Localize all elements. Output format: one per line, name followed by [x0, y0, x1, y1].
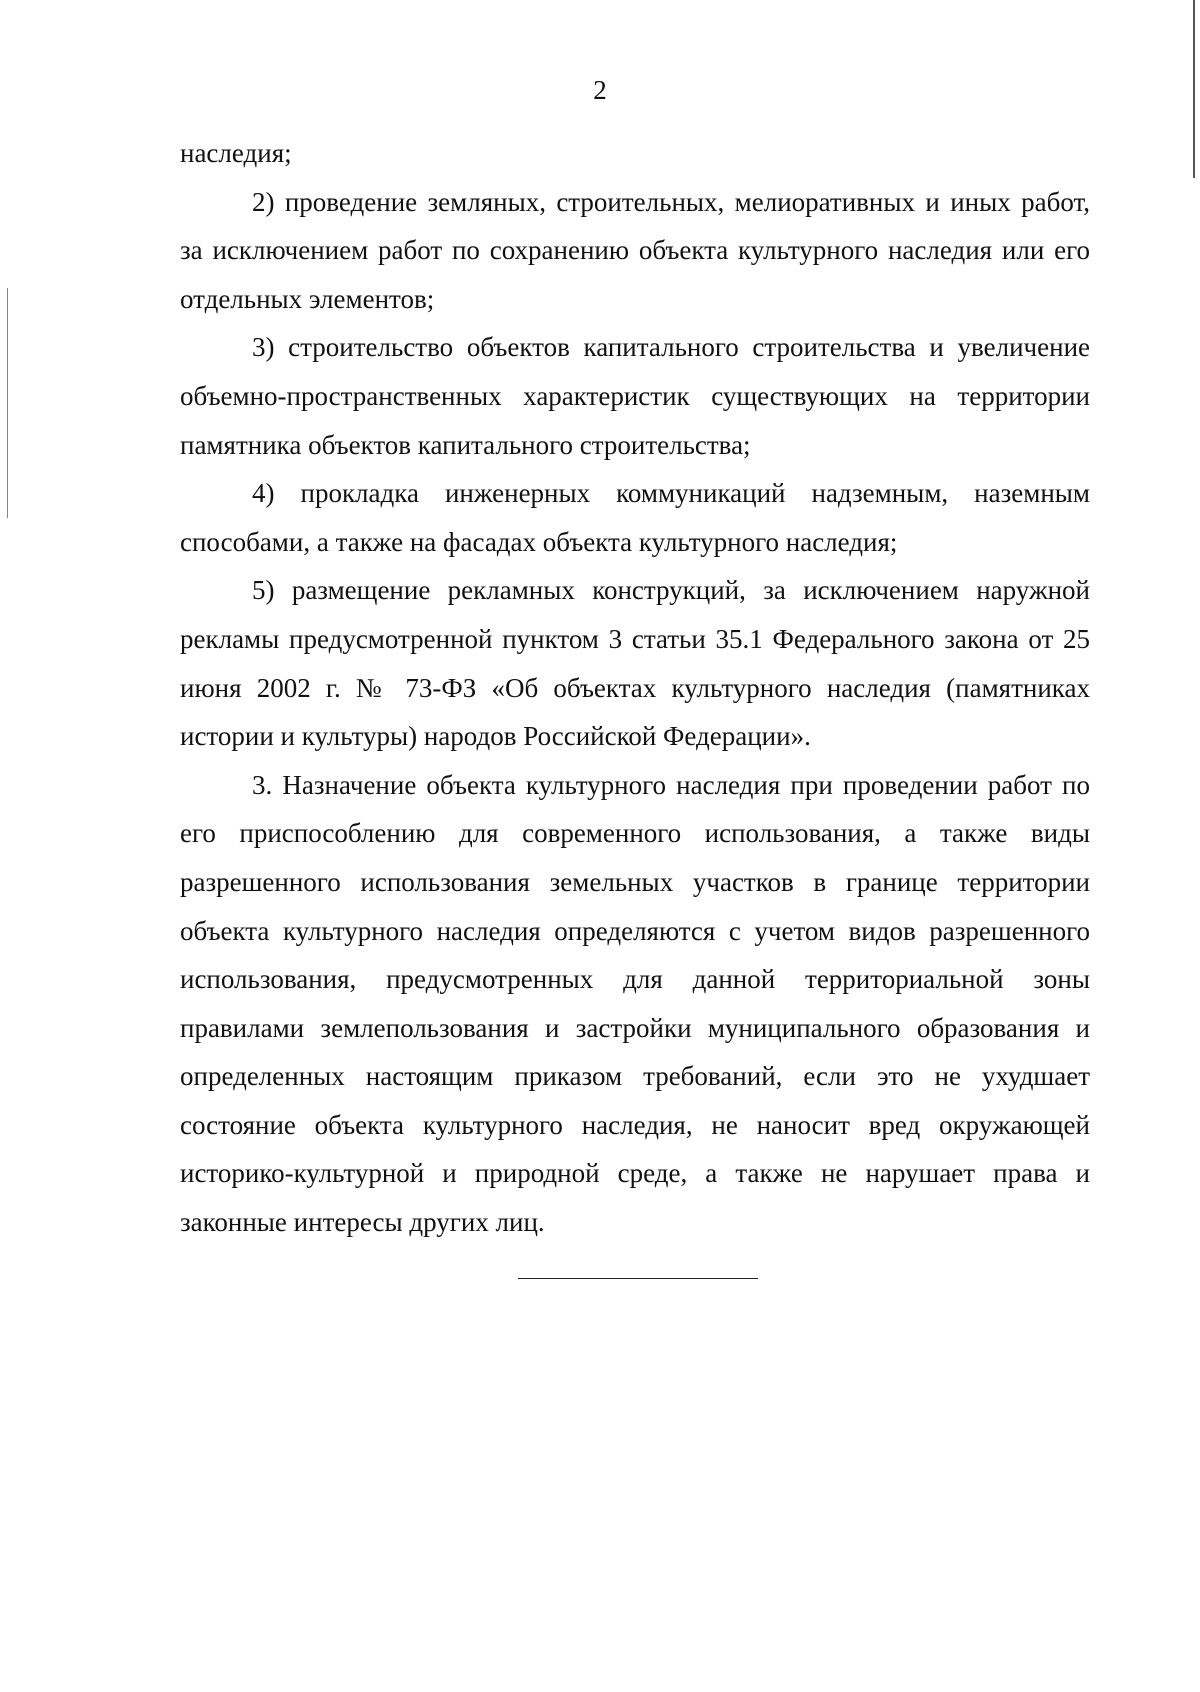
list-item-5: 5) размещение рекламных конструкций, за исключением наружной рекламы предусмотренной пунктом 3 статьи 35.1 Федерального закона от 25 июня 2002 г. № 73-ФЗ «Об объектах культурного наследия (памятниках истории и культуры) народов Российской Федерации».	[180, 575, 1090, 752]
scan-edge-mark	[7, 288, 8, 518]
document-body	[180, 129, 1090, 1247]
paragraph-continuation: наследия;	[180, 138, 292, 168]
end-of-document-line	[518, 1278, 758, 1279]
list-item-4: 4) прокладка инженерных коммуникаций надземным, наземным способами, а также на фасадах объекта культурного наследия;	[180, 478, 1090, 557]
page-number: 2	[593, 75, 607, 105]
list-item-2: 2) проведение земляных, строительных, мелиоративных и иных работ, за исключением работ по сохранению объекта культурного наследия или его отдельных элементов;	[180, 186, 1090, 314]
section-3-paragraph: 3. Назначение объекта культурного наследия при проведении работ по его приспособлению для современного использования, а также виды разрешенного использования земельных участков в границе территории объекта культурного наследия определяются с учетом видов разрешенного использования, предусмотренных для данной территориальной зоны правилами землепользования и застройки муниципального образования и определенных настоящим приказом требований, если это не ухудшает состояние объекта культурного наследия, не наносит вред окружающей историко-культурной и природной среде, а также не нарушает права и законные интересы других лиц.	[180, 769, 1090, 1238]
list-item-3: 3) строительство объектов капитального строительства и увеличение объемно-пространственных характеристик существующих на территории памятника объектов капитального строительства;	[180, 332, 1090, 460]
